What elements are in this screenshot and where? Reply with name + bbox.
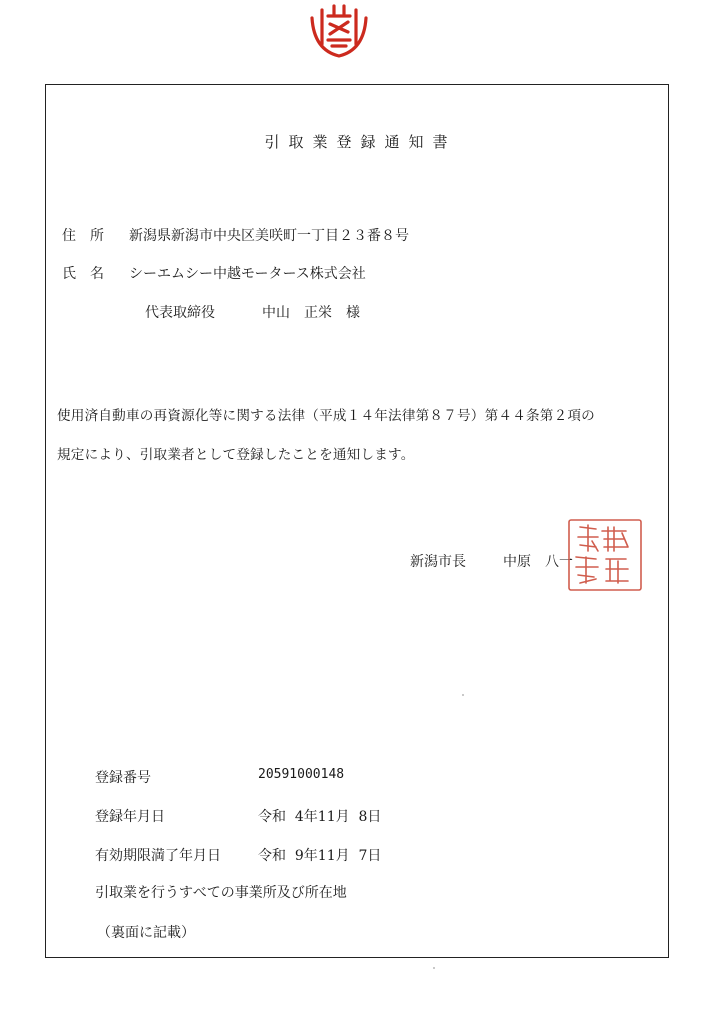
issuer-name: 中原 八一 bbox=[503, 554, 573, 570]
expiry-date-label: 有効期限満了年月日 bbox=[95, 848, 221, 864]
mayor-seal-icon bbox=[566, 517, 644, 593]
registration-number-label: 登録番号 bbox=[95, 770, 151, 786]
scan-speck bbox=[433, 967, 435, 969]
company-name: シーエムシー中越モータース株式会社 bbox=[129, 266, 366, 282]
registration-date-label: 登録年月日 bbox=[95, 809, 165, 825]
top-seal-icon bbox=[306, 4, 372, 60]
issuer-title: 新潟市長 bbox=[410, 554, 466, 570]
name-label: 氏 名 bbox=[62, 266, 104, 282]
scan-speck bbox=[462, 694, 464, 696]
address-value: 新潟県新潟市中央区美咲町一丁目２３番８号 bbox=[129, 228, 409, 244]
body-text-line-2: 規定により、引取業者として登録したことを通知します。 bbox=[57, 447, 415, 463]
registration-date-value: 令和 4年11月 8日 bbox=[258, 809, 382, 825]
body-text-line-1: 使用済自動車の再資源化等に関する法律（平成１４年法律第８７号）第４４条第２項の bbox=[57, 408, 595, 424]
representative-name: 中山 正栄 様 bbox=[262, 305, 360, 321]
expiry-date-value: 令和 9年11月 7日 bbox=[258, 848, 382, 864]
locations-note: （裏面に記載） bbox=[97, 925, 195, 941]
address-label: 住 所 bbox=[62, 228, 104, 244]
business-locations-label: 引取業を行うすべての事業所及び所在地 bbox=[95, 885, 347, 901]
representative-title: 代表取締役 bbox=[145, 305, 215, 321]
registration-number-value: 20591000148 bbox=[258, 767, 345, 782]
document-title: 引取業登録通知書 bbox=[264, 133, 457, 151]
